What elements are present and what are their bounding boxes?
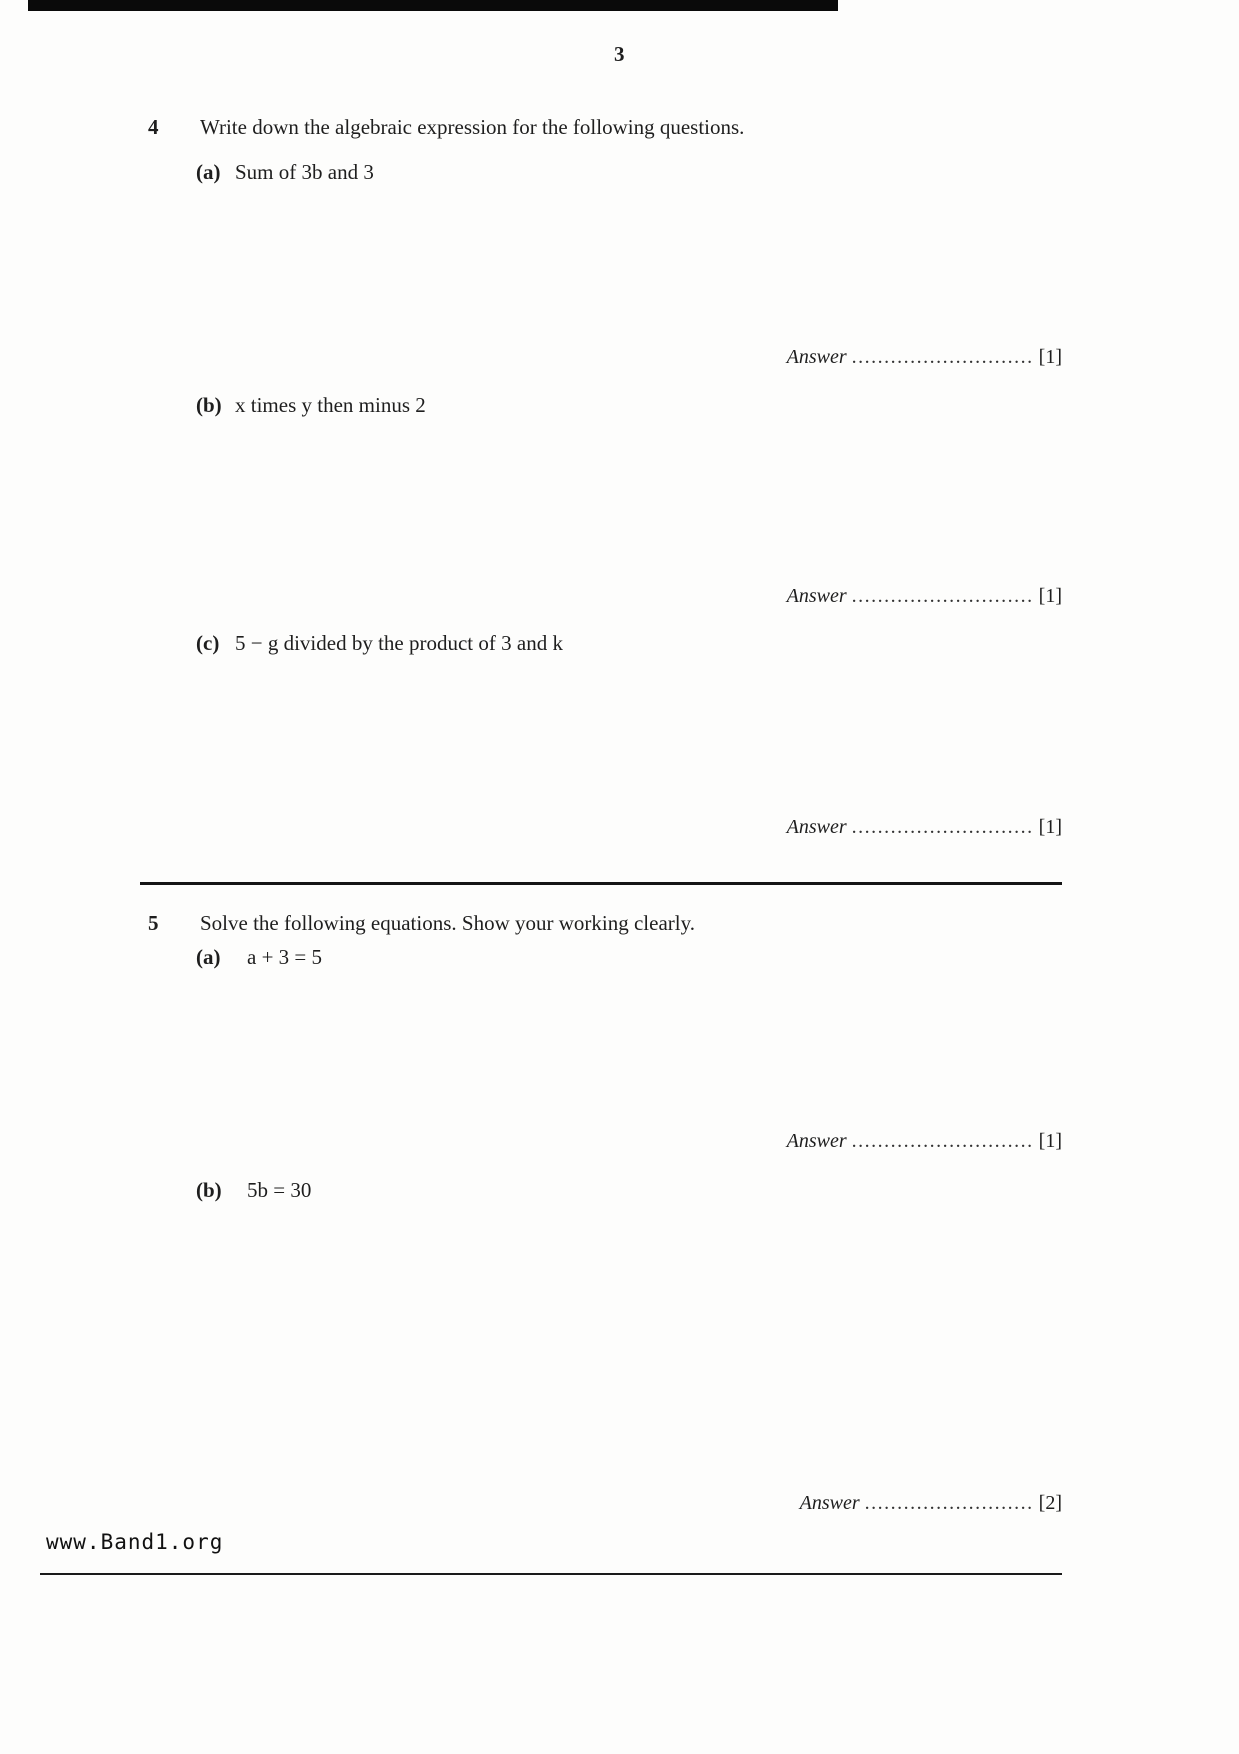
answer-dots: ............................ [851,585,1034,607]
answer-line-4a [787,346,1062,369]
question-5b-label: (b) [196,1178,222,1202]
question-4-prompt: Write down the algebraic expression for the following questions. [200,115,745,139]
answer-line-5b [800,1492,1062,1515]
answer-dots: ............................ [851,816,1034,838]
answer-marks: [1] [1038,816,1062,838]
question-4c-label: (c) [196,631,220,655]
question-4b-label: (b) [196,393,222,417]
page-number: 3 [614,42,625,66]
question-5a-label: (a) [196,945,221,969]
scan-artifact-bar [28,0,838,11]
answer-label: Answer [786,346,847,368]
question-4a-label: (a) [196,160,221,184]
answer-dots: .......................... [864,1492,1034,1514]
answer-dots: ............................ [851,346,1034,368]
question-5-number: 5 [148,911,159,935]
answer-marks: [1] [1038,585,1062,607]
answer-label: Answer [786,1130,847,1152]
question-4b-text: x times y then minus 2 [235,393,426,417]
answer-label: Answer [799,1492,860,1514]
footer-line [40,1573,1062,1575]
question-4a-text: Sum of 3b and 3 [235,160,374,184]
question-5b-text: 5b = 30 [247,1178,312,1202]
answer-marks: [2] [1038,1492,1062,1514]
answer-marks: [1] [1038,1130,1062,1152]
footer-url: www.Band1.org [46,1530,224,1554]
answer-dots: ............................ [851,1130,1034,1152]
answer-line-4c [787,816,1062,839]
answer-label: Answer [786,585,847,607]
question-4-number: 4 [148,115,159,139]
question-5a-text: a + 3 = 5 [247,945,323,969]
answer-line-5a [787,1130,1062,1153]
answer-label: Answer [786,816,847,838]
answer-marks: [1] [1038,346,1062,368]
section-divider [140,882,1062,885]
question-5-prompt: Solve the following equations. Show your working clearly. [200,911,695,935]
answer-line-4b [787,585,1062,608]
question-4c-text: 5 − g divided by the product of 3 and k [235,631,563,655]
